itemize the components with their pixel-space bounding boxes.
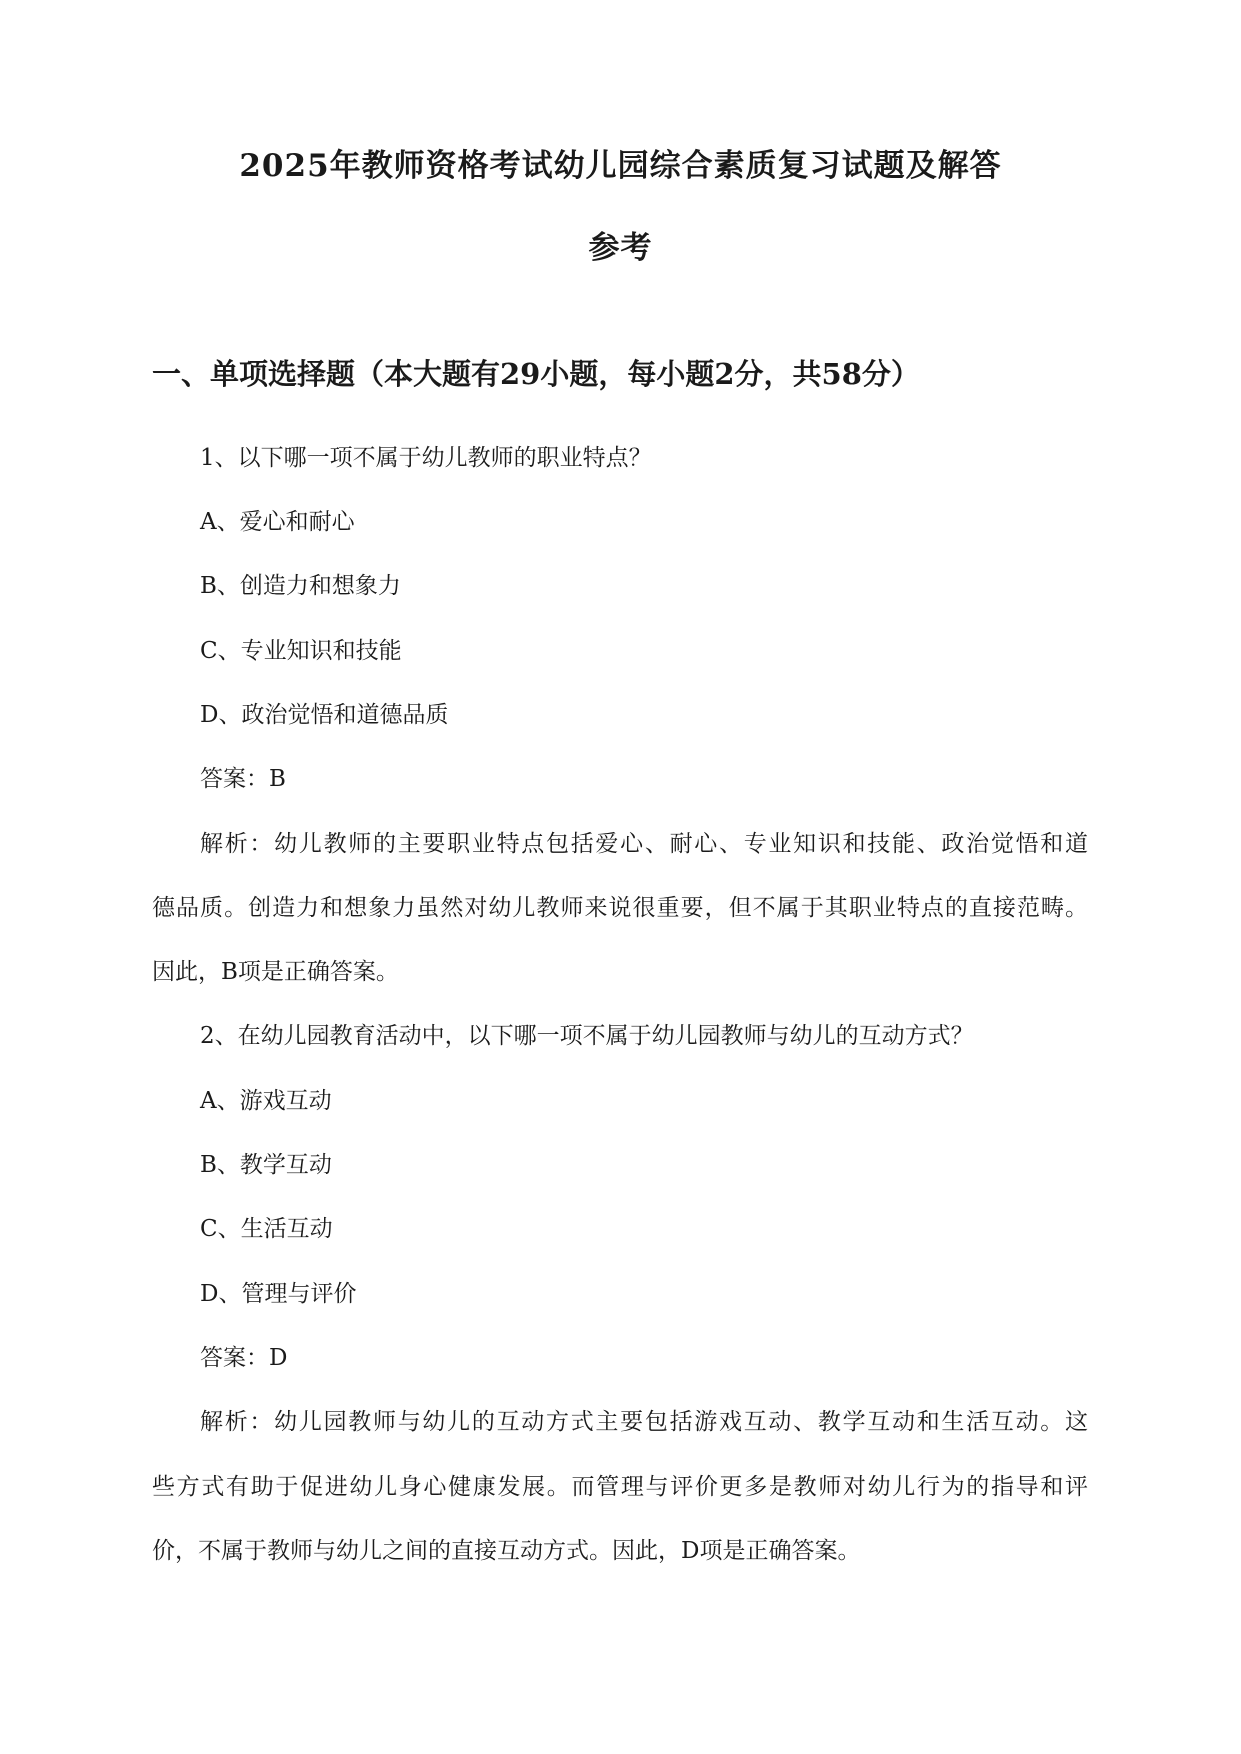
option-c: C、生活互动 (200, 1216, 333, 1242)
option-a: A、游戏互动 (200, 1088, 332, 1114)
analysis-line-1: 解析：幼儿教师的主要职业特点包括爱心、耐心、专业知识和技能、政治觉悟和道 (200, 831, 1088, 857)
option-b: B、创造力和想象力 (200, 573, 401, 599)
option-d: D、管理与评价 (200, 1281, 357, 1307)
question-stem: 1、以下哪一项不属于幼儿教师的职业特点？ (200, 445, 652, 471)
document-title-line-2: 参考 (588, 230, 653, 266)
analysis-line-3: 价，不属于教师与幼儿之间的直接互动方式。因此，D项是正确答案。 (152, 1538, 861, 1564)
analysis-line-2: 德品质。创造力和想象力虽然对幼儿教师来说很重要，但不属于其职业特点的直接范畴。 (152, 895, 1088, 921)
answer: 答案：D (200, 1345, 288, 1371)
option-d: D、政治觉悟和道德品质 (200, 702, 449, 728)
option-a: A、爱心和耐心 (200, 509, 355, 535)
section-heading: 一、单项选择题（本大题有29小题，每小题2分，共58分） (152, 357, 920, 391)
question-stem: 2、在幼儿园教育活动中，以下哪一项不属于幼儿园教师与幼儿的互动方式？ (200, 1023, 974, 1049)
answer: 答案：B (200, 766, 286, 792)
option-b: B、教学互动 (200, 1152, 332, 1178)
analysis-line-1: 解析：幼儿园教师与幼儿的互动方式主要包括游戏互动、教学互动和生活互动。这 (200, 1409, 1088, 1435)
analysis-line-3: 因此，B项是正确答案。 (152, 959, 399, 985)
analysis-line-2: 些方式有助于促进幼儿身心健康发展。而管理与评价更多是教师对幼儿行为的指导和评 (152, 1474, 1088, 1500)
option-c: C、专业知识和技能 (200, 638, 402, 664)
document-title-line-1: 2025年教师资格考试幼儿园综合素质复习试题及解答 (239, 148, 1002, 184)
